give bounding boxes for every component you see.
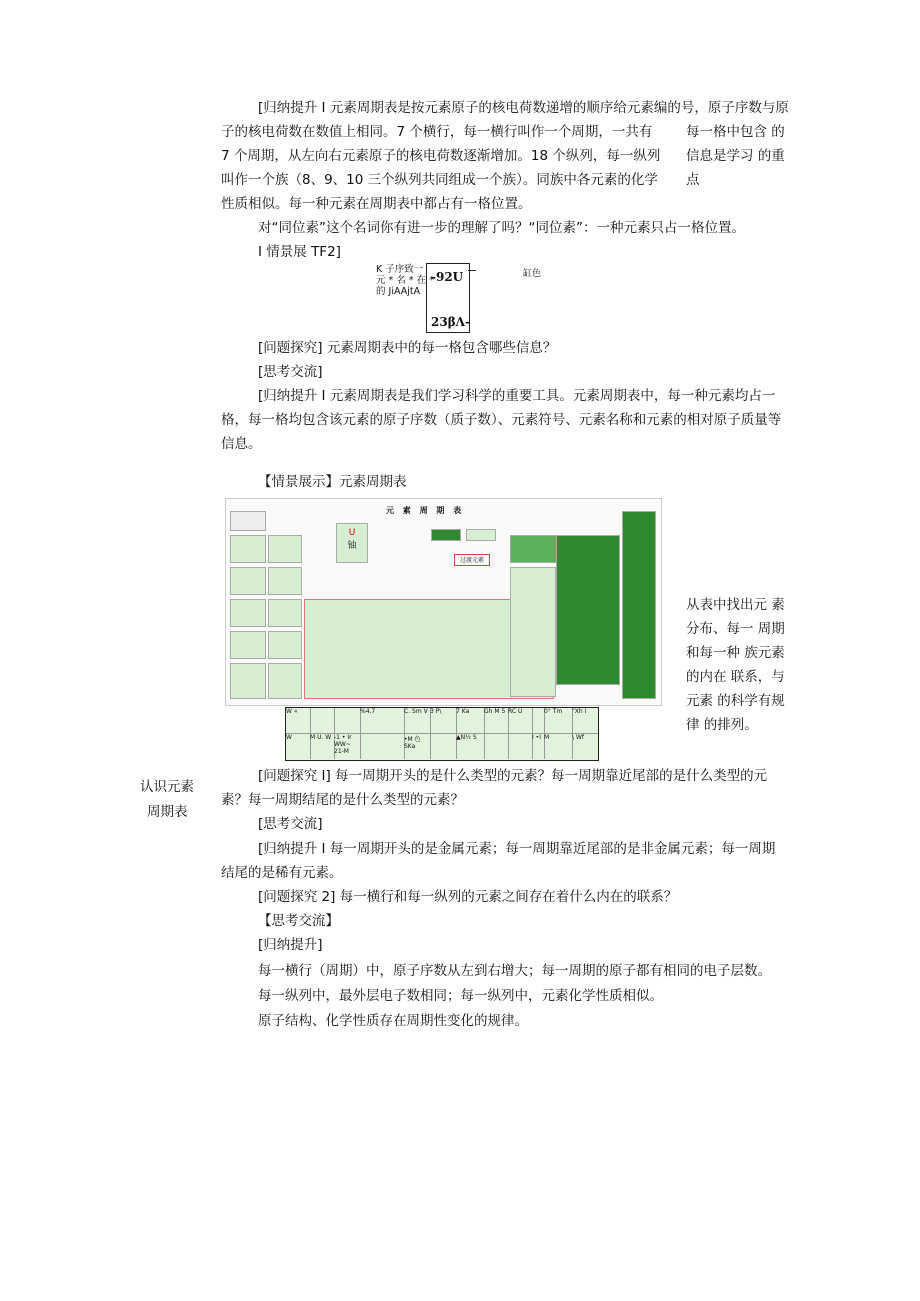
summary-paragraph-1-line-3: 7 个周期，从左向右元素原子的核电荷数逐渐增加。18 个纵列，每一纵列: [221, 148, 661, 164]
cell-atomic-number: -92U: [431, 270, 464, 284]
periodic-table-image: [225, 498, 662, 706]
side-label-left-1: 认识元素: [140, 779, 194, 795]
summary-paragraph-1-line-4: 叫作一个族（8、9、10 三个纵列共同组成一个族）。同族中各元素的化学: [221, 172, 658, 188]
pt-noble-gases: [622, 511, 656, 699]
pt-legend-swatch: [466, 529, 496, 541]
isotope-text: 对“同位素”这个名词你有进一步的理解了吗？“同位素”：一种元素只占一格位置。: [258, 220, 745, 236]
summary-paragraph-1-line-5: 性质相似。每一种元素在周期表中都占有一格位置。: [221, 196, 532, 212]
summary-paragraph-1-line-1: [归纳提升 I 元素周期表是按元素原子的核电荷数递增的顺序给元素编的号，原子序数与原: [258, 100, 789, 116]
question-2-line-1: [问题探究 I] 每一周期开头的是什么类型的元素？每一周期靠近尾部的是什么类型的元: [258, 768, 768, 784]
cell-pointer-line: [468, 270, 476, 271]
margin-note-3: 点: [686, 172, 700, 188]
periodic-table-title: 元 素 周 期 表: [386, 506, 465, 515]
cell-figure-labels: K 子序致一 元 * 名 * 在 * 的 JiAAjtA: [376, 264, 434, 297]
lanthanide-actinide-rows: [285, 707, 599, 761]
cell-red-note: 缸色: [523, 269, 542, 279]
conclusion-1: 每一横行（周期）中，原子序数从左到右增大；每一周期的原子都有相同的电子层数。: [258, 963, 771, 979]
cell-atomic-mass: 23βΛ-: [431, 315, 470, 329]
pt-legend-swatch: [431, 529, 461, 541]
summary-paragraph-2-line-1: [归纳提升 I 元素周期表是我们学习科学的重要工具。元素周期表中，每一种元素均占一: [258, 388, 776, 404]
side-note-right-5: 元素 的科学有规: [686, 693, 785, 709]
summary-paragraph-1-line-2: 子的核电荷数在数值上相同。7 个横行，每一横行叫作一个周期，一共有: [221, 124, 653, 140]
question-3: [问题探究 2] 每一横行和每一纵列的元素之间存在着什么内在的联系？: [258, 889, 678, 905]
pt-cell: [268, 663, 302, 699]
conclusion-3: 原子结构、化学性质存在周期性变化的规律。: [258, 1013, 528, 1029]
side-label-left-2: 周期表: [147, 804, 188, 820]
lanthanide-row: W « %4.7 C. Sm V 3 P\ 7 Kа Gh M 5 RC U 0° Tm "Xh I: [286, 708, 598, 734]
margin-note-1: 每一格中包含 的: [686, 124, 785, 140]
pt-cell: [230, 631, 266, 659]
summary-heading-4: [归纳提升]: [258, 937, 323, 953]
pt-cell: [230, 535, 266, 563]
pt-cell: [230, 567, 266, 595]
conclusion-2: 每一纵列中，最外层电子数相同；每一纵列中，元素化学性质相似。: [258, 988, 663, 1004]
pt-cell: [230, 599, 266, 627]
pt-legend-transition: 过渡元素: [454, 554, 490, 566]
element-cell-figure: [426, 263, 470, 333]
question-2-line-2: 素？每一周期结尾的是什么类型的元素？: [221, 792, 464, 808]
margin-note-2: 信息是学习 的重: [686, 148, 785, 164]
summary-paragraph-2-line-3: 信息。: [221, 436, 262, 452]
pt-nonmetal-block: [556, 535, 620, 685]
pt-cell: [268, 535, 302, 563]
pt-pblock: [510, 567, 556, 697]
pt-cell: [268, 599, 302, 627]
side-note-right-1: 从表中找出元 素: [686, 597, 785, 613]
actinide-row: W M U. W -1 • Ir WW~ 21-M •M 色 SKa ▲N½ S I •I M \ Wf: [286, 734, 598, 759]
pt-cell: [230, 511, 266, 531]
side-note-right-3: 和每一种 族元素: [686, 645, 785, 661]
pt-cell: [230, 663, 266, 699]
pt-cell: [268, 567, 302, 595]
pt-cell: [268, 631, 302, 659]
think-exchange-2: [思考交流]: [258, 816, 323, 832]
scene-heading-2: 【情景展示】元素周期表: [258, 474, 407, 490]
summary-paragraph-3-line-2: 结尾的是稀有元素。: [221, 865, 343, 881]
side-note-right-4: 的内在 联系，与: [686, 669, 785, 685]
question-1: [问题探究] 元素周期表中的每一格包含哪些信息？: [258, 340, 557, 356]
summary-paragraph-3-line-1: [归纳提升 I 每一周期开头的是金属元素；每一周期靠近尾部的是非金属元素；每一周期: [258, 841, 776, 857]
summary-paragraph-2-line-2: 格，每一格均包含该元素的原子序数（质子数）、元素符号、元素名称和元素的相对原子质量等: [221, 412, 782, 428]
think-exchange-1: [思考交流]: [258, 364, 323, 380]
scene-heading-1: I 情景展 TF2]: [258, 244, 341, 260]
pt-legend-cell: U 铀: [336, 523, 368, 563]
side-note-right-6: 律 的排列。: [686, 717, 758, 733]
think-exchange-3: 【思考交流】: [258, 913, 339, 929]
side-note-right-2: 分布、每一 周期: [686, 621, 785, 637]
